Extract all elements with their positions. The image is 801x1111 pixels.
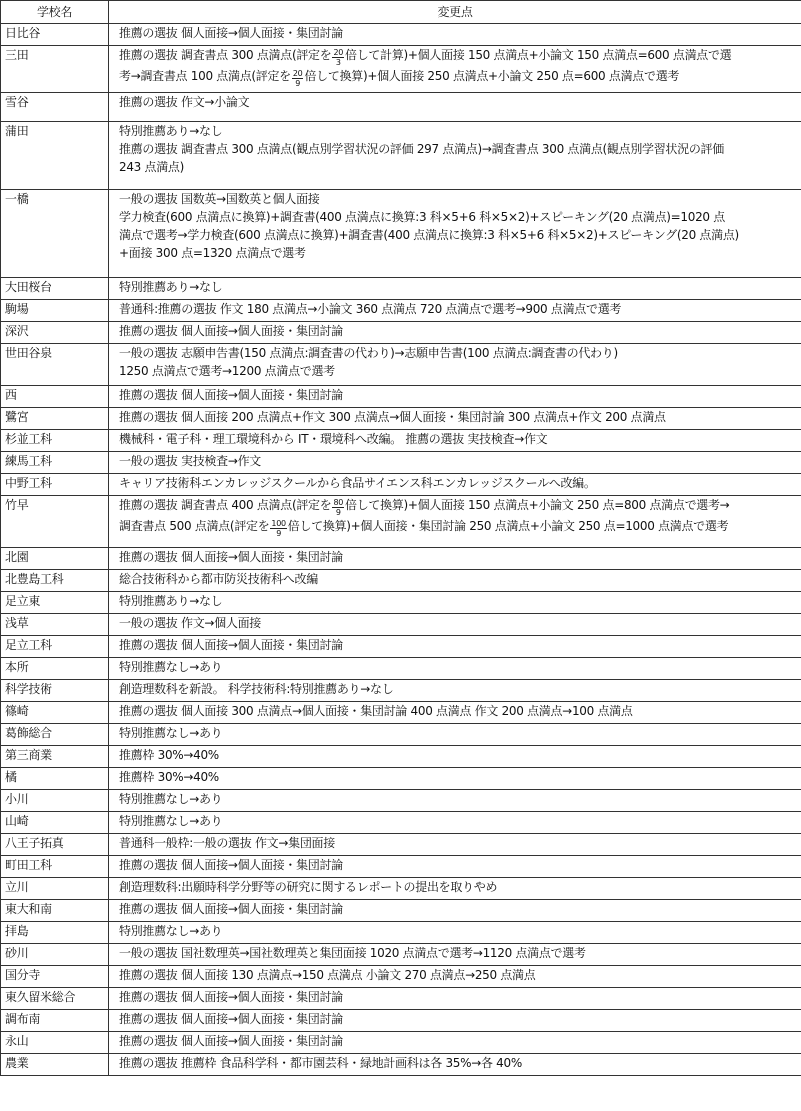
change-description (109, 24, 801, 46)
school-name: 大田桜台 (1, 278, 109, 300)
change-description (109, 856, 801, 878)
text-fragment: 考→調査書点 100 点満点(評定を (119, 69, 291, 83)
school-name: 調布南 (1, 1010, 109, 1032)
change-line: 特別推薦なし→あり (119, 792, 223, 806)
school-name: 杉並工科 (1, 430, 109, 452)
text-fragment: 倍して換算)+個人面接・集団討論 250 点満点+小論文 250 点=1000 点満点で選考 (287, 519, 729, 533)
change-description (109, 746, 801, 768)
change-line: 創造理数科:出願時科学分野等の研究に関するレポートの提出を取りやめ (119, 880, 498, 894)
change-line: 推薦の選抜 個人面接→個人面接・集団討論 (119, 990, 343, 1004)
change-description (109, 278, 801, 300)
fraction-denominator: 3 (335, 58, 341, 67)
change-description (109, 900, 801, 922)
change-line: 特別推薦あり→なし (119, 124, 223, 138)
table-row (1, 300, 801, 322)
school-name: 立川 (1, 878, 109, 900)
table-row (1, 190, 801, 278)
change-description (109, 592, 801, 614)
change-line: 一般の選抜 国数英→国数英と個人面接 (119, 192, 320, 206)
school-name: 農業 (1, 1054, 109, 1076)
change-line: 推薦の選抜 推薦枠 食品科学科・都市園芸科・緑地計画科は各 35%→各 40% (119, 1056, 522, 1070)
table-row (1, 856, 801, 878)
table-row (1, 614, 801, 636)
change-line: 推薦の選抜 個人面接 130 点満点→150 点満点 小論文 270 点満点→250 点満点 (119, 968, 536, 982)
change-line: 推薦枠 30%→40% (119, 748, 219, 762)
school-name: 世田谷泉 (1, 344, 109, 386)
change-line: 推薦の選抜 個人面接→個人面接・集団討論 (119, 858, 343, 872)
fraction-denominator: 9 (276, 529, 281, 538)
change-line: 特別推薦なし→あり (119, 924, 223, 938)
school-name: 葛飾総合 (1, 724, 109, 746)
change-line: 推薦枠 30%→40% (119, 770, 219, 784)
school-name: 中野工科 (1, 474, 109, 496)
change-description (109, 386, 801, 408)
text-fragment: 調査書点 500 点満点(評定を (119, 519, 270, 533)
change-description (109, 344, 801, 386)
fraction-denominator: 9 (335, 508, 341, 517)
school-name: 深沢 (1, 322, 109, 344)
school-name: 蒲田 (1, 122, 109, 190)
table-row (1, 812, 801, 834)
change-description (109, 724, 801, 746)
change-line: 一般の選抜 志願申告書(150 点満点:調査書の代わり)→志願申告書(100 点満点:調査書の代わり) (119, 346, 618, 360)
table-row (1, 452, 801, 474)
change-line: 推薦の選抜 個人面接 300 点満点→個人面接・集団討論 400 点満点 作文 200 点満点→100 点満点 (119, 704, 633, 718)
change-line: 総合技術科から都市防災技術科へ改編 (119, 572, 318, 586)
table-row (1, 570, 801, 592)
change-description (109, 548, 801, 570)
school-name: 練馬工科 (1, 452, 109, 474)
table-row (1, 122, 801, 190)
change-line: 特別推薦なし→あり (119, 726, 223, 740)
table-row (1, 408, 801, 430)
header-change: 変更点 (109, 1, 801, 24)
table-row (1, 1010, 801, 1032)
change-description (109, 922, 801, 944)
table-row (1, 592, 801, 614)
table-row (1, 680, 801, 702)
change-description (109, 988, 801, 1010)
school-name: 町田工科 (1, 856, 109, 878)
table-row (1, 430, 801, 452)
school-name: 竹早 (1, 496, 109, 548)
change-description (109, 496, 801, 548)
table-row (1, 1054, 801, 1076)
change-line: 推薦の選抜 個人面接→個人面接・集団討論 (119, 388, 343, 402)
school-name: 科学技術 (1, 680, 109, 702)
change-line: 普通科一般枠:一般の選抜 作文→集団面接 (119, 836, 335, 850)
fraction (292, 69, 304, 88)
change-description (109, 878, 801, 900)
change-description (109, 408, 801, 430)
change-line: 243 点満点) (119, 160, 185, 174)
table-row (1, 790, 801, 812)
change-line (119, 517, 795, 538)
change-description (109, 812, 801, 834)
change-description (109, 1010, 801, 1032)
change-line: 推薦の選抜 個人面接→個人面接・集団討論 (119, 550, 343, 564)
text-fragment: 倍して換算)+個人面接 150 点満点+小論文 250 点=800 点満点で選考→ (345, 498, 730, 512)
school-name: 西 (1, 386, 109, 408)
school-name: 浅草 (1, 614, 109, 636)
school-name: 第三商業 (1, 746, 109, 768)
change-description (109, 46, 801, 93)
school-name: 小川 (1, 790, 109, 812)
table-row (1, 988, 801, 1010)
header-row (1, 1, 801, 24)
change-line: 推薦の選抜 個人面接→個人面接・集団討論 (119, 638, 343, 652)
change-line: 1250 点満点で選考→1200 点満点で選考 (119, 364, 335, 378)
change-line: 創造理数科を新設。 科学技術科:特別推薦あり→なし (119, 682, 394, 696)
change-line: 普通科:推薦の選抜 作文 180 点満点→小論文 360 点満点 720 点満点で選考→900 点満点で選考 (119, 302, 622, 316)
table-row (1, 322, 801, 344)
change-description (109, 680, 801, 702)
school-name: 本所 (1, 658, 109, 680)
table-row (1, 878, 801, 900)
fraction-numerator: 20 (292, 69, 303, 78)
change-line: 機械科・電子科・理工環境科から IT・環境科へ改編。 推薦の選抜 実技検査→作文 (119, 432, 548, 446)
change-line (119, 496, 795, 517)
school-name: 東久留米総合 (1, 988, 109, 1010)
change-description (109, 658, 801, 680)
fraction-numerator: 100 (271, 519, 286, 528)
school-name: 砂川 (1, 944, 109, 966)
school-name: 永山 (1, 1032, 109, 1054)
change-description (109, 790, 801, 812)
table-row (1, 702, 801, 724)
school-name: 足立東 (1, 592, 109, 614)
change-line: 特別推薦あり→なし (119, 594, 223, 608)
table-row (1, 344, 801, 386)
school-name: 篠崎 (1, 702, 109, 724)
fraction-numerator: 80 (333, 498, 344, 507)
change-description (109, 1054, 801, 1076)
change-line: 学力検査(600 点満点に換算)+調査書(400 点満点に換算:3 科×5+6 科×5×2)+スピーキング(20 点満点)=1020 点 (119, 210, 725, 224)
table-row (1, 922, 801, 944)
change-description (109, 322, 801, 344)
table-row (1, 966, 801, 988)
table-row (1, 93, 801, 122)
change-line: 推薦の選抜 個人面接→個人面接・集団討論 (119, 26, 343, 40)
header-school: 学校名 (1, 1, 109, 24)
change-description (109, 944, 801, 966)
school-name: 東大和南 (1, 900, 109, 922)
change-line (119, 67, 795, 88)
table-row (1, 1032, 801, 1054)
change-line: 推薦の選抜 作文→小論文 (119, 95, 250, 109)
school-name: 日比谷 (1, 24, 109, 46)
table-row (1, 548, 801, 570)
school-name: 鷺宮 (1, 408, 109, 430)
change-description (109, 93, 801, 122)
fraction (332, 498, 344, 517)
fraction (332, 48, 344, 67)
table-row (1, 900, 801, 922)
school-name: 北園 (1, 548, 109, 570)
change-line: 推薦の選抜 個人面接→個人面接・集団討論 (119, 1034, 343, 1048)
school-name: 橘 (1, 768, 109, 790)
fraction-denominator: 9 (295, 79, 301, 88)
table-row (1, 636, 801, 658)
change-line: 推薦の選抜 調査書点 300 点満点(観点別学習状況の評価 297 点満点)→調査書点 300 点満点(観点別学習状況の評価 (119, 142, 724, 156)
change-line: 推薦の選抜 個人面接→個人面接・集団討論 (119, 902, 343, 916)
table-row (1, 24, 801, 46)
text-fragment: 倍して計算)+個人面接 150 点満点+小論文 150 点満点=600 点満点で選 (345, 48, 732, 62)
change-line: キャリア技術科エンカレッジスクールから食品サイエンス科エンカレッジスクールへ改編。 (119, 476, 596, 490)
text-fragment: 推薦の選抜 調査書点 400 点満点(評定を (119, 498, 332, 512)
change-description (109, 452, 801, 474)
school-name: 足立工科 (1, 636, 109, 658)
table-row (1, 768, 801, 790)
table-body (1, 24, 801, 1076)
table-row (1, 278, 801, 300)
change-line: 一般の選抜 作文→個人面接 (119, 616, 261, 630)
change-line: 特別推薦なし→あり (119, 660, 223, 674)
table-row (1, 46, 801, 93)
change-line: 推薦の選抜 個人面接→個人面接・集団討論 (119, 1012, 343, 1026)
change-line: 推薦の選抜 個人面接 200 点満点+作文 300 点満点→個人面接・集団討論 300 点満点+作文 200 点満点 (119, 410, 666, 424)
school-name: 駒場 (1, 300, 109, 322)
change-line: 一般の選抜 国社数理英→国社数理英と集団面接 1020 点満点で選考→1120 点満点で選考 (119, 946, 586, 960)
school-name: 三田 (1, 46, 109, 93)
change-description (109, 636, 801, 658)
text-fragment: 倍して換算)+個人面接 250 点満点+小論文 250 点=600 点満点で選考 (304, 69, 680, 83)
school-name: 山崎 (1, 812, 109, 834)
change-line: 特別推薦なし→あり (119, 814, 223, 828)
table-row (1, 658, 801, 680)
change-description (109, 834, 801, 856)
change-line: 一般の選抜 実技検査→作文 (119, 454, 261, 468)
table-row (1, 746, 801, 768)
change-line: 推薦の選抜 個人面接→個人面接・集団討論 (119, 324, 343, 338)
text-fragment: 推薦の選抜 調査書点 300 点満点(評定を (119, 48, 332, 62)
table-row (1, 474, 801, 496)
change-description (109, 614, 801, 636)
table-row (1, 944, 801, 966)
change-description (109, 430, 801, 452)
table-row (1, 496, 801, 548)
fraction-numerator: 20 (333, 48, 344, 57)
change-description (109, 570, 801, 592)
change-description (109, 474, 801, 496)
school-name: 一橋 (1, 190, 109, 278)
change-description (109, 966, 801, 988)
change-description (109, 768, 801, 790)
change-description (109, 300, 801, 322)
change-description (109, 190, 801, 278)
school-name: 拝島 (1, 922, 109, 944)
change-line: 特別推薦あり→なし (119, 280, 223, 294)
school-name: 雪谷 (1, 93, 109, 122)
change-line: +面接 300 点=1320 点満点で選考 (119, 246, 306, 260)
table-row (1, 834, 801, 856)
table-row (1, 724, 801, 746)
change-line (119, 46, 795, 67)
school-name: 八王子拓真 (1, 834, 109, 856)
change-line: 満点で選考→学力検査(600 点満点に換算)+調査書(400 点満点に換算:3 科×5+6 科×5×2)+スピーキング(20 点満点) (119, 228, 739, 242)
change-description (109, 1032, 801, 1054)
table-row (1, 386, 801, 408)
fraction (270, 519, 286, 538)
change-description (109, 702, 801, 724)
change-description (109, 122, 801, 190)
school-name: 国分寺 (1, 966, 109, 988)
school-name: 北豊島工科 (1, 570, 109, 592)
